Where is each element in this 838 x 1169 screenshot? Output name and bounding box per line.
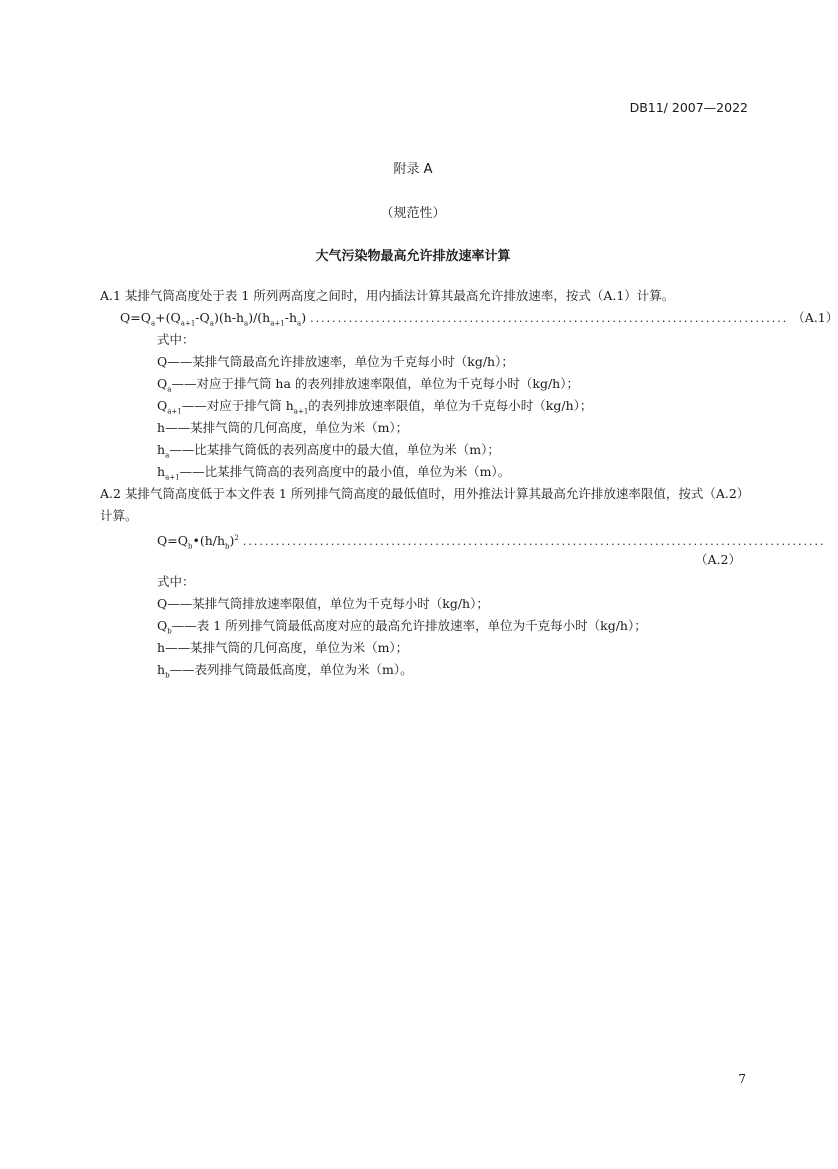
definition-qa: $Q_a——$对应于排气筒 ha 的表列排放速率限值，单位为千克每小时（kg/h）； xyxy=(157,376,579,394)
formula-a2-leader: .......................................................................................................... xyxy=(242,535,826,549)
definition-hb: $h_b——$表列排气筒最低高度，单位为米（m）。 xyxy=(157,662,413,680)
section-a2-text: A.2 某排气筒高度低于本文件表 1 所列排气筒高度的最低值时，用外推法计算其最高允许排放速率限值，按式（A.2）计算。 xyxy=(100,486,750,523)
formula-a2 xyxy=(157,527,826,558)
formula-a1-number: （A.1） xyxy=(792,310,838,325)
formula-a1 xyxy=(120,307,838,335)
appendix-title: 大气污染物最高允许排放速率计算 xyxy=(315,249,511,264)
formula-a1-leader: ....................................................................................... xyxy=(310,312,789,325)
document-code: DB11/ 2007—2022 xyxy=(629,100,748,115)
section-a2-where: 式中： xyxy=(157,574,195,589)
definition-ha: $h_a——$比某排气筒低的表列高度中的最大值，单位为米（m）； xyxy=(157,442,500,460)
definition-h: h——某排气筒的几何高度，单位为米（m）； xyxy=(157,420,409,435)
appendix-type: （规范性） xyxy=(380,206,446,221)
section-a1-where: 式中： xyxy=(157,332,195,347)
section-a1-text: A.1 某排气筒高度处于表 1 所列两高度之间时，用内插法计算其最高允许排放速率，按式（A.1）计算。 xyxy=(100,288,675,303)
page-number: 7 xyxy=(738,1072,746,1086)
formula-a1-expression: $Q=Q_a+(Q_{a+1}-Q_a)(h-h_a)/(h_{a+1}-h_a)$ xyxy=(120,310,307,328)
definition-q: Q——某排气筒最高允许排放速率，单位为千克每小时（kg/h）； xyxy=(157,354,514,369)
definition-q-2: Q——某排气筒排放速率限值，单位为千克每小时（kg/h）； xyxy=(157,596,489,611)
definition-qb: $Q_b——$表 1 所列排气筒最低高度对应的最高允许排放速率，单位为千克每小时（kg/h）； xyxy=(157,618,647,636)
appendix-label: 附录 A xyxy=(393,162,433,177)
definition-ha1: $h_{a+1}——$比某排气筒高的表列高度中的最小值，单位为米（m）。 xyxy=(157,464,511,482)
formula-a2-expression: $Q=Q_b•(h/h_b)^2$ xyxy=(157,533,239,551)
definition-qa1: $Q_{a+1}——$对应于排气筒 $h_{a+1}$的表列排放速率限值，单位为千克每小时（kg/h）； xyxy=(157,398,593,416)
definition-h-2: h——某排气筒的几何高度，单位为米（m）； xyxy=(157,640,409,655)
formula-a2-number: （A.2） xyxy=(695,552,741,567)
